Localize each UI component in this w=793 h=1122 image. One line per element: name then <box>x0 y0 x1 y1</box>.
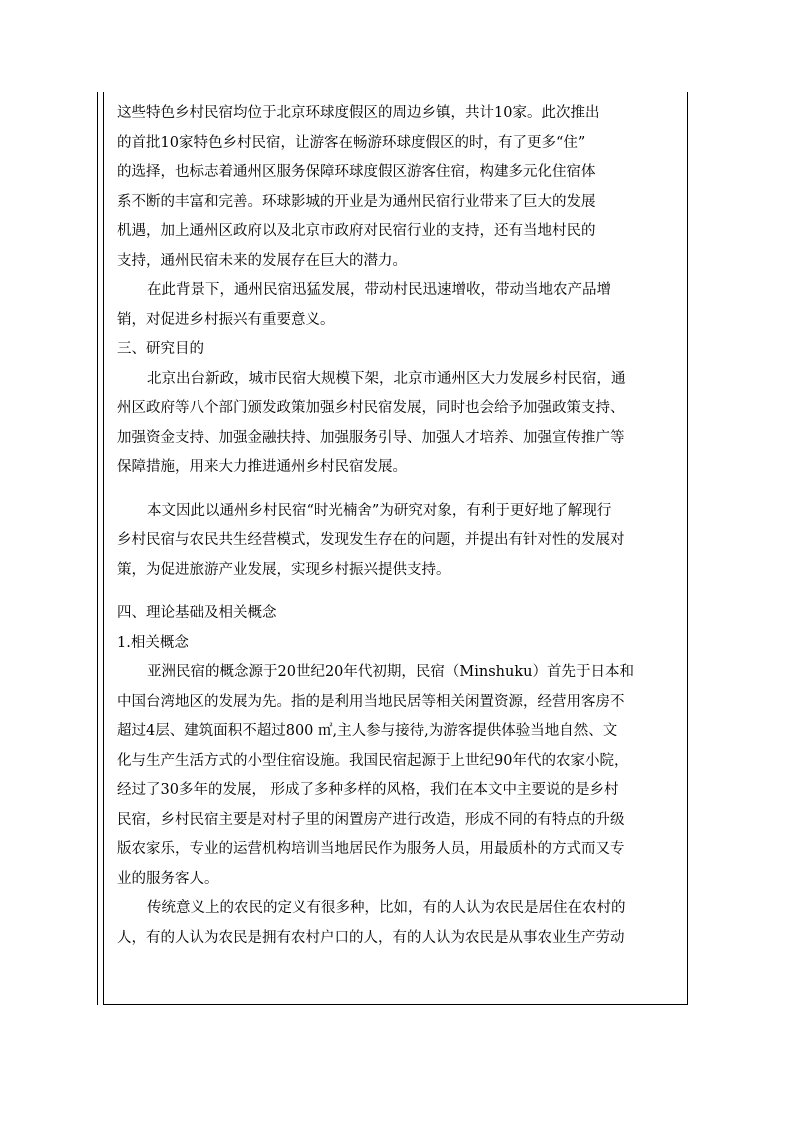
intro-line: 的首批10家特色乡村民宿，让游客在畅游环球度假区的时，有了更多“住” <box>117 134 586 151</box>
intro-line: 支持，通州民宿未来的发展存在巨大的潜力。 <box>117 252 407 269</box>
concept-paragraph-line: 超过4层、建筑面积不超过800 ㎡,主人参与接待,为游客提供体验当地自然、文 <box>117 723 618 739</box>
farmer-paragraph-line: 传统意义上的农民的定义有很多种，比如，有的人认为农民是居住在农村的 <box>147 900 626 916</box>
section-3-paragraph-1-line: 州区政府等八个部门颁发政策加强乡村民宿发展，同时也会给予加强政策支持、 <box>117 400 625 416</box>
section-3-paragraph-2-line: 本文因此以通州乡村民宿“时光楠舍”为研究对象，有利于更好地了解现行 <box>147 502 612 519</box>
section-3-paragraph-2-line: 乡村民宿与农民共生经营模式，发现发生存在的问题，并提出有针对性的发展对 <box>117 532 625 548</box>
background-paragraph-line: 在此背景下，通州民宿迅猛发展，带动村民迅速增收，带动当地农产品增 <box>147 282 611 298</box>
concept-paragraph-line: 业的服务客人。 <box>117 870 219 887</box>
section-3-heading: 三、研究目的 <box>117 341 204 357</box>
section-3-paragraph-1-line: 加强资金支持、加强金融扶持、加强服务引导、加强人才培养、加强宣传推广等 <box>117 429 625 446</box>
intro-line: 的选择，也标志着通州区服务保障环球度假区游客住宿，构建多元化住宿体 <box>117 164 596 180</box>
document-body <box>117 99 679 953</box>
left-margin-rule <box>97 92 98 1005</box>
concept-paragraph-line: 经过了30多年的发展， 形成了多种多样的风格，我们在本文中主要说的是乡村 <box>117 782 619 798</box>
farmer-paragraph-line: 人，有的人认为农民是拥有农村户口的人，有的人认为农民是从事农业生产劳动 <box>117 929 625 946</box>
concept-paragraph-line: 化与生产生活方式的小型住宿设施。我国民宿起源于上世纪90年代的农家小院， <box>117 752 629 769</box>
paragraph-spacer <box>117 585 679 599</box>
intro-line: 机遇，加上通州区政府以及北京市政府对民宿行业的支持，还有当地村民的 <box>117 223 596 239</box>
concept-paragraph-line: 中国台湾地区的发展为先。指的是利用当地民居等相关闲置资源，经营用客房不 <box>117 693 625 710</box>
intro-line: 这些特色乡村民宿均位于北京环球度假区的周边乡镇，共计10家。此次推出 <box>117 105 600 121</box>
concept-paragraph-line: 亚洲民宿的概念源于20世纪20年代初期，民宿（Minshuku）首先于日本和 <box>147 664 634 680</box>
paragraph-spacer <box>117 483 679 497</box>
section-3-paragraph-2-line: 策，为促进旅游产业发展，实现乡村振兴提供支持。 <box>117 561 451 578</box>
concept-paragraph-line: 民宿，乡村民宿主要是对村子里的闲置房产进行改造，形成不同的有特点的升级 <box>117 811 625 828</box>
concept-paragraph-line: 版农家乐，专业的运营机构培训当地居民作为服务人员，用最质朴的方式而又专 <box>117 841 625 857</box>
intro-line: 系不断的丰富和完善。环球影城的开业是为通州民宿行业带来了巨大的发展 <box>117 193 596 210</box>
section-3-paragraph-1-line: 保障措施，用来大力推进通州乡村民宿发展。 <box>117 459 407 475</box>
section-3-paragraph-1-line: 北京出台新政，城市民宿大规模下架，北京市通州区大力发展乡村民宿，通 <box>147 370 626 387</box>
section-4-heading: 四、理论基础及相关概念 <box>117 605 277 621</box>
subsection-1-heading: 1.相关概念 <box>117 634 189 651</box>
background-paragraph-line: 销，对促进乡村振兴有重要意义。 <box>117 311 335 328</box>
